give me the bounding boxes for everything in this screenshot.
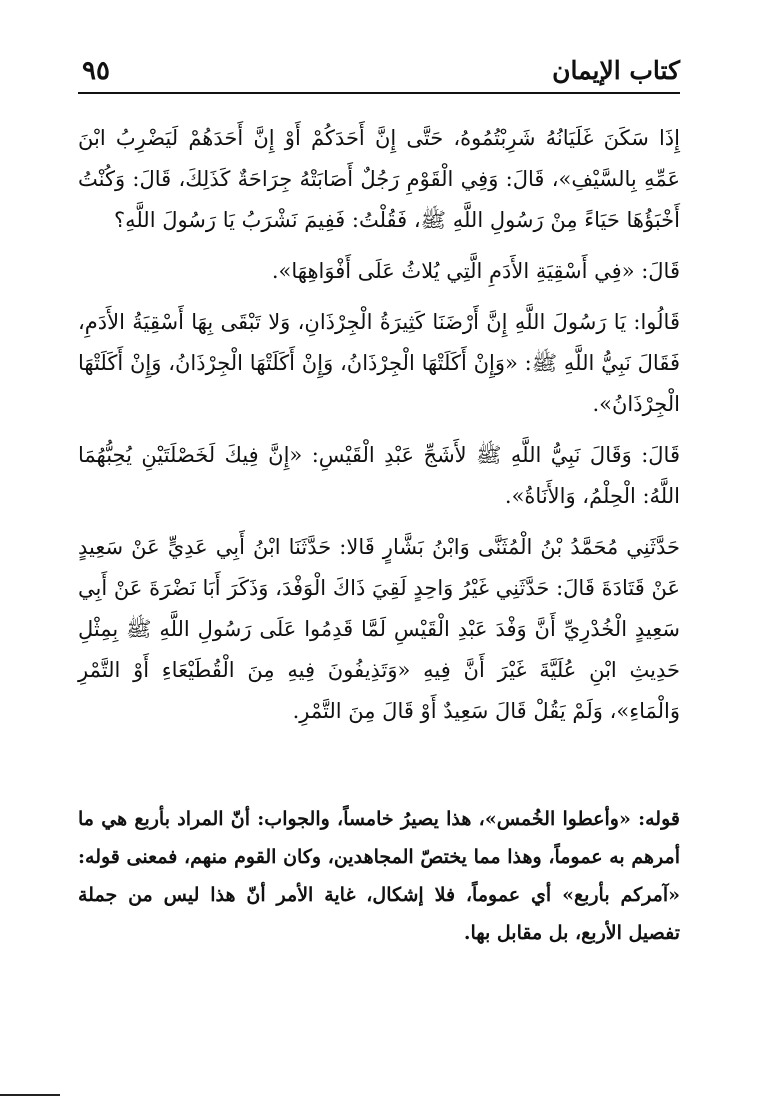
paragraph: حَدَّثَنِي مُحَمَّدُ بْنُ الْمُثَنَّى وَابْنُ بَشَّارٍ قَالا: حَدَّثَنَا ابْنُ أَبِي عَدِيٍّ عَنْ سَعِيدٍ عَنْ قَتَادَةَ قَالَ: حَدَّثَنِي غَيْرُ وَاحِدٍ لَقِيَ ذَاكَ الْوَفْدَ، وَذَكَرَ أَبَا نَضْرَةَ عَنْ أَبِي سَعِيدٍ الْخُدْرِيِّ أَنَّ وَفْدَ عَبْدِ الْقَيْسِ لَمَّا قَدِمُوا عَلَى رَسُولِ اللَّهِ ﷺ بِمِثْلِ حَدِيثِ ابْنِ عُلَيَّةَ غَيْرَ أَنَّ فِيهِ «وَتَذِيفُونَ فِيهِ مِنَ الْقُطَيْعَاءِ أَوْ التَّمْرِ وَالْمَاءِ»، وَلَمْ يَقُلْ قَالَ سَعِيدٌ أَوْ قَالَ مِنَ التَّمْرِ. [78,535,680,723]
paragraph: قَالَ: «فِي أَسْقِيَةِ الأَدَمِ الَّتِي يُلاثُ عَلَى أَفْوَاهِهَا». [271,259,680,283]
paragraph: إِذَا سَكَنَ غَلَيَانُهُ شَرِبْتُمُوهُ، حَتَّى إِنَّ أَحَدَكُمْ أَوْ إِنَّ أَحَدَهُمْ لَيَضْرِبُ ابْنَ عَمِّهِ بِالسَّيْفِ»، قَالَ: وَفِي الْقَوْمِ رَجُلٌ أَصَابَتْهُ جِرَاحَةٌ كَذَلِكَ، قَالَ: وَكُنْتُ أَخْبَؤُهَا حَيَاءً مِنْ رَسُولِ اللَّهِ ﷺ، فَقُلْتُ: فَفِيمَ نَشْرَبُ يَا رَسُولَ اللَّهِ؟ [78,126,680,232]
paragraph: قَالَ: وَقَالَ نَبِيُّ اللَّهِ ﷺ لأَشَجِّ عَبْدِ الْقَيْسِ: «إِنَّ فِيكَ لَخَصْلَتَيْنِ يُحِبُّهُمَا اللَّهُ: الْحِلْمُ، وَالأَنَاةُ». [78,443,680,508]
commentary-note: قوله: «وأعطوا الخُمس»، هذا يصيرُ خامساً، والجواب: أنّ المراد بأربع هي ما أمرهم به عموماً، وهذا مما يختصّ المجاهدين، وكان القوم منهم، فمعنى قوله: «آمركم بأربع» أي عموماً، فلا إشكال، غاية الأمر أنّ هذا ليس من جملة تفصيل الأربع، بل مقابل بها. [78,808,680,944]
section-spacer [78,742,680,800]
book-title: كتاب الإيمان [552,56,680,85]
page-header [78,52,680,94]
paragraph: قَالُوا: يَا رَسُولَ اللَّهِ إِنَّ أَرْضَنَا كَثِيرَةُ الْجِرْذَانِ، وَلا تَبْقَى بِهَا أَسْقِيَةُ الأَدَمِ، فَقَالَ نَبِيُّ اللَّهِ ﷺ: «وَإِنْ أَكَلَتْهَا الْجِرْذَانُ، وَإِنْ أَكَلَتْهَا الْجِرْذَانُ، وَإِنْ أَكَلَتْهَا الْجِرْذَانُ». [78,310,680,416]
hadith-text [78,118,680,952]
page-number: ٩٥ [82,56,110,86]
